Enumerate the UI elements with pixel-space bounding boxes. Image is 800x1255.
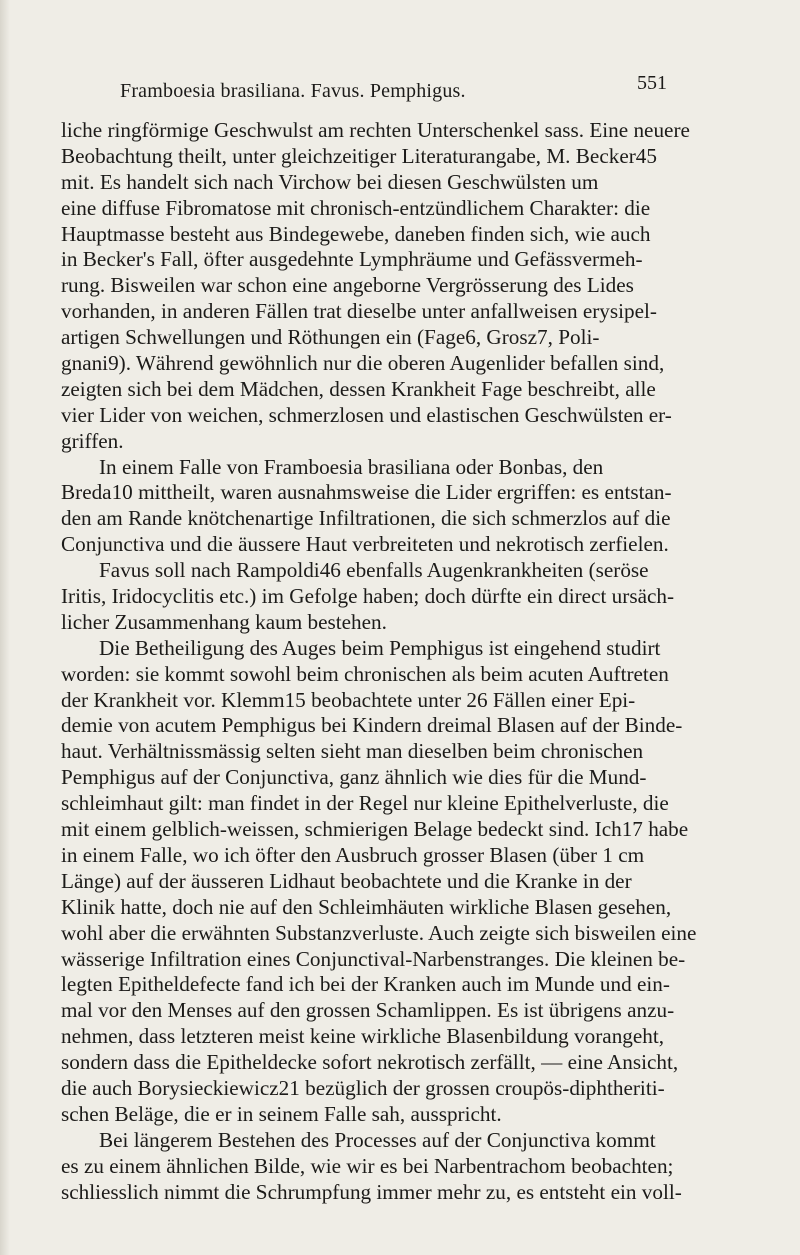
text-line: in einem Falle, wo ich öfter den Ausbruch grosser Blasen (über 1 cm — [61, 842, 645, 867]
running-head: Framboesia brasiliana. Favus. Pemphigus. — [120, 80, 466, 102]
text-line: in Becker's Fall, öfter ausgedehnte Lymphräume und Gefässvermeh- — [61, 247, 643, 272]
text-line: schleimhaut gilt: man findet in der Regel nur kleine Epithelverluste, die — [61, 791, 669, 816]
text-line: mal vor den Menses auf den grossen Schamlippen. Es ist übrigens anzu- — [61, 998, 675, 1023]
text-line: rung. Bisweilen war schon eine angeborne Vergrösserung des Lides — [61, 273, 634, 298]
text-line: Klinik hatte, doch nie auf den Schleimhäuten wirkliche Blasen gesehen, — [61, 894, 672, 919]
text-line: Pemphigus auf der Conjunctiva, ganz ähnlich wie dies für die Mund- — [61, 765, 647, 790]
text-line: wohl aber die erwähnten Substanzverluste. Auch zeigte sich bisweilen eine — [61, 920, 697, 945]
page-gutter-shadow — [0, 0, 10, 1255]
text-line: der Krankheit vor. Klemm15 beobachtete unter 26 Fällen einer Epi- — [61, 687, 636, 712]
text-line: Iritis, Iridocyclitis etc.) im Gefolge haben; doch dürfte ein direct ursäch- — [61, 584, 675, 609]
paragraph-first-line: Bei längerem Bestehen des Processes auf der Conjunctiva kommt — [99, 1127, 656, 1152]
text-line: vorhanden, in anderen Fällen trat dieselbe unter anfallweisen erysipel- — [61, 299, 657, 324]
body-text — [61, 118, 786, 1205]
paragraph-first-line: Die Betheiligung des Auges beim Pemphigus ist eingehend studirt — [99, 635, 661, 660]
text-line: Breda10 mittheilt, waren ausnahmsweise die Lider ergriffen: es entstan- — [61, 480, 672, 505]
text-line: nehmen, dass letzteren meist keine wirkliche Blasenbildung vorangeht, — [61, 1024, 665, 1049]
text-line: vier Lider von weichen, schmerzlosen und elastischen Geschwülsten er- — [61, 402, 672, 427]
text-line: eine diffuse Fibromatose mit chronisch-entzündlichem Charakter: die — [61, 195, 651, 220]
text-line: den am Rande knötchenartige Infiltrationen, die sich schmerzlos auf die — [61, 506, 671, 531]
text-line: legten Epitheldefecte fand ich bei der Kranken auch im Munde und ein- — [61, 972, 670, 997]
text-line: gnani9). Während gewöhnlich nur die oberen Augenlider befallen sind, — [61, 351, 665, 376]
paragraph-first-line: In einem Falle von Framboesia brasiliana oder Bonbas, den — [99, 454, 604, 479]
text-line: liche ringförmige Geschwulst am rechten Unterschenkel sass. Eine neuere — [61, 118, 690, 142]
text-line: griffen. — [61, 428, 124, 453]
paragraph-first-line: Favus soll nach Rampoldi46 ebenfalls Augenkrankheiten (seröse — [99, 558, 649, 583]
text-line: Beobachtung theilt, unter gleichzeitiger Literaturangabe, M. Becker45 — [61, 143, 657, 168]
text-line: sondern dass die Epitheldecke sofort nekrotisch zerfällt, — eine Ansicht, — [61, 1050, 679, 1075]
text-line: schliesslich nimmt die Schrumpfung immer mehr zu, es entsteht ein voll- — [61, 1179, 682, 1204]
text-line: demie von acutem Pemphigus bei Kindern dreimal Blasen auf der Binde- — [61, 713, 683, 738]
text-line: Hauptmasse besteht aus Bindegewebe, daneben finden sich, wie auch — [61, 221, 651, 246]
page-number: 551 — [637, 72, 667, 94]
page-header — [0, 72, 800, 108]
text-line: mit. Es handelt sich nach Virchow bei diesen Geschwülsten um — [61, 169, 599, 194]
text-line: mit einem gelblich-weissen, schmierigen Belage bedeckt sind. Ich17 habe — [61, 817, 689, 842]
text-line: schen Beläge, die er in seinem Falle sah, ausspricht. — [61, 1101, 502, 1126]
text-line: Länge) auf der äusseren Lidhaut beobachtete und die Kranke in der — [61, 868, 632, 893]
text-line: wässerige Infiltration eines Conjunctival-Narbenstranges. Die kleinen be- — [61, 946, 686, 971]
text-line: haut. Verhältnissmässig selten sieht man dieselben beim chronischen — [61, 739, 644, 764]
text-line: worden: sie kommt sowohl beim chronischen als beim acuten Auftreten — [61, 661, 669, 686]
text-line: Conjunctiva und die äussere Haut verbreiteten und nekrotisch zerfielen. — [61, 532, 669, 557]
text-line: licher Zusammenhang kaum bestehen. — [61, 609, 387, 634]
text-line: es zu einem ähnlichen Bilde, wie wir es bei Narbentrachom beobachten; — [61, 1153, 674, 1178]
text-line: zeigten sich bei dem Mädchen, dessen Krankheit Fage beschreibt, alle — [61, 376, 656, 401]
text-line: artigen Schwellungen und Röthungen ein (Fage6, Grosz7, Poli- — [61, 325, 600, 350]
text-line: die auch Borysieckiewicz21 bezüglich der grossen croupös-diphtheriti- — [61, 1075, 665, 1100]
